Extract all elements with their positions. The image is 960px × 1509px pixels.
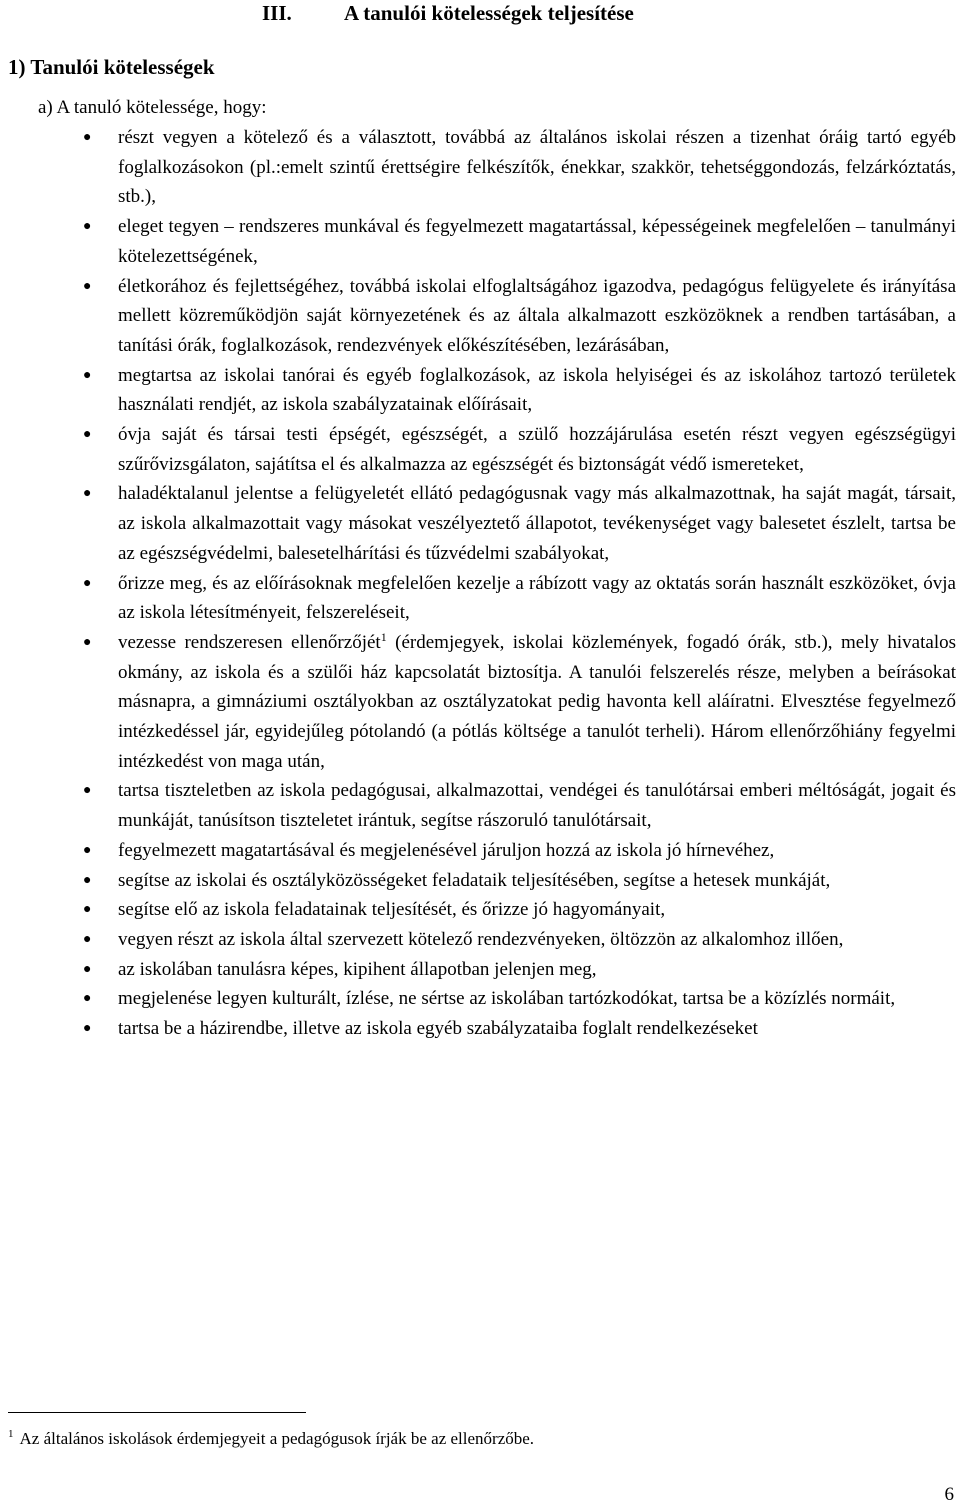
- bullet-icon: ●: [83, 842, 92, 858]
- list-item: ● tartsa tiszteletben az iskola pedagógusai, alkalmazottai, vendégei és tanulótársai emberi méltóságát, jogait és munkáját, tanúsítson tiszteletet irántuk, segítse rászoruló tanulótársait,: [118, 776, 956, 835]
- list-item: ● megjelenése legyen kulturált, ízlése, ne sértse az iskolában tartózkodókat, tartsa be a közízlés normáit,: [118, 984, 956, 1014]
- bullet-icon: ●: [83, 219, 92, 235]
- list-item: ● az iskolában tanulásra képes, kipihent állapotban jelenjen meg,: [118, 955, 956, 985]
- footnote-divider: [8, 1412, 306, 1413]
- bullet-icon: ●: [83, 278, 92, 294]
- list-item: ● segítse az iskolai és osztályközösségeket feladataik teljesítésében, segítse a hetesek munkáját,: [118, 866, 956, 896]
- obligation-list: [83, 123, 956, 1044]
- bullet-icon: ●: [83, 783, 92, 799]
- bullet-icon: ●: [83, 575, 92, 591]
- bullet-icon: ●: [83, 872, 92, 888]
- chapter-number: III.: [262, 1, 292, 25]
- list-item: ● őrizze meg, és az előírásoknak megfelelően kezelje a rábízott vagy az oktatás során használt eszközöket, óvja az iskola létesítményeit, felszereléseit,: [118, 569, 956, 628]
- bullet-icon: ●: [83, 961, 92, 977]
- list-item: ● eleget tegyen – rendszeres munkával és fegyelmezett magatartással, képességeinek megfelelően – tanulmányi kötelezettségének,: [118, 212, 956, 271]
- intro-line: a) A tanuló kötelessége, hogy:: [38, 97, 267, 118]
- bullet-icon: ●: [83, 991, 92, 1007]
- footnote-reference: 1: [380, 629, 387, 644]
- list-item: ● vegyen részt az iskola által szervezett kötelező rendezvényeken, öltözzön az alkalomhoz illően,: [118, 925, 956, 955]
- bullet-icon: ●: [83, 902, 92, 918]
- section-heading: 1) Tanulói kötelességek: [8, 55, 215, 79]
- footnote-text: Az általános iskolások érdemjegyeit a pedagógusok írják be az ellenőrzőbe.: [19, 1429, 535, 1448]
- bullet-icon: ●: [83, 427, 92, 443]
- list-item: ● fegyelmezett magatartásával és megjelenésével járuljon hozzá az iskola jó hírnevéhez,: [118, 836, 956, 866]
- bullet-icon: ●: [83, 367, 92, 383]
- list-item: ● megtartsa az iskolai tanórai és egyéb foglalkozások, az iskola helyiségei és az iskolához tartozó területek használati rendjét, az iskola szabályzatainak előírásait,: [118, 361, 956, 420]
- bullet-icon: ●: [83, 1021, 92, 1037]
- bullet-icon: ●: [83, 130, 92, 145]
- footnote: [8, 1428, 534, 1450]
- chapter-heading: [262, 0, 634, 26]
- list-item: ● segítse elő az iskola feladatainak teljesítését, és őrizze jó hagyományait,: [118, 895, 956, 925]
- page-number: 6: [944, 1484, 954, 1505]
- list-item: ● életkorához és fejlettségéhez, továbbá iskolai elfoglaltságához igazodva, pedagógus felügyelete és irányítása mellett közreműködjön saját környezetének és az általa alkalmazott eszközöknek a rendben tartásában, a tanítási órák, foglalkozások, rendezvények előkészítésében, lezárásában,: [118, 272, 956, 361]
- bullet-icon: ●: [83, 486, 92, 502]
- bullet-icon: ●: [83, 931, 92, 947]
- list-item: ● óvja saját és társai testi épségét, egészségét, a szülő hozzájárulása esetén részt vegyen egészségügyi szűrővizsgálaton, sajátítsa el és alkalmazza az egészségét és biztonságát védő ismereteket,: [118, 420, 956, 479]
- list-item: ● haladéktalanul jelentse a felügyeletét ellátó pedagógusnak vagy más alkalmazottnak, ha saját magát, társait, az iskola alkalmazottait vagy másokat veszélyeztető állapotot, tevékenységet vagy balesetet észlelt, tartsa be az egészségvédelmi, balesetelhárítási és tűzvédelmi szabályokat,: [118, 479, 956, 568]
- list-item: ● tartsa be a házirendbe, illetve az iskola egyéb szabályzataiba foglalt rendelkezéseket: [118, 1014, 956, 1044]
- chapter-title: A tanulói kötelességek teljesítése: [344, 1, 634, 25]
- list-item: ● vezesse rendszeresen ellenőrzőjét$^1$ (érdemjegyek, iskolai közlemények, fogadó órák, stb.), mely hivatalos okmány, az iskola és a szülői ház kapcsolatát biztosítja. A tanulói felszerelés része, melyben a beírásokat másnapra, a gimnáziumi osztályokban az osztályzatokat pedig havonta kell aláíratni. Elvesztése fegyelmező intézkedéssel jár, egyidejűleg pótolandó (a pótlás költsége a tanulót terheli). Három ellenőrzőhiány fegyelmi intézkedést von maga után,: [83, 629, 956, 772]
- footnote-mark: 1: [8, 1428, 14, 1440]
- list-item: ● részt vegyen a kötelező és a választott, továbbá az általános iskolai részen a tizenhat óráig tartó egyéb foglalkozásokon (pl.:emelt szintű érettségire felkészítők, énekkar, szakkör, tehetséggondozás, felzárkóztatás, stb.),: [118, 123, 956, 212]
- bullet-icon: ●: [83, 634, 92, 650]
